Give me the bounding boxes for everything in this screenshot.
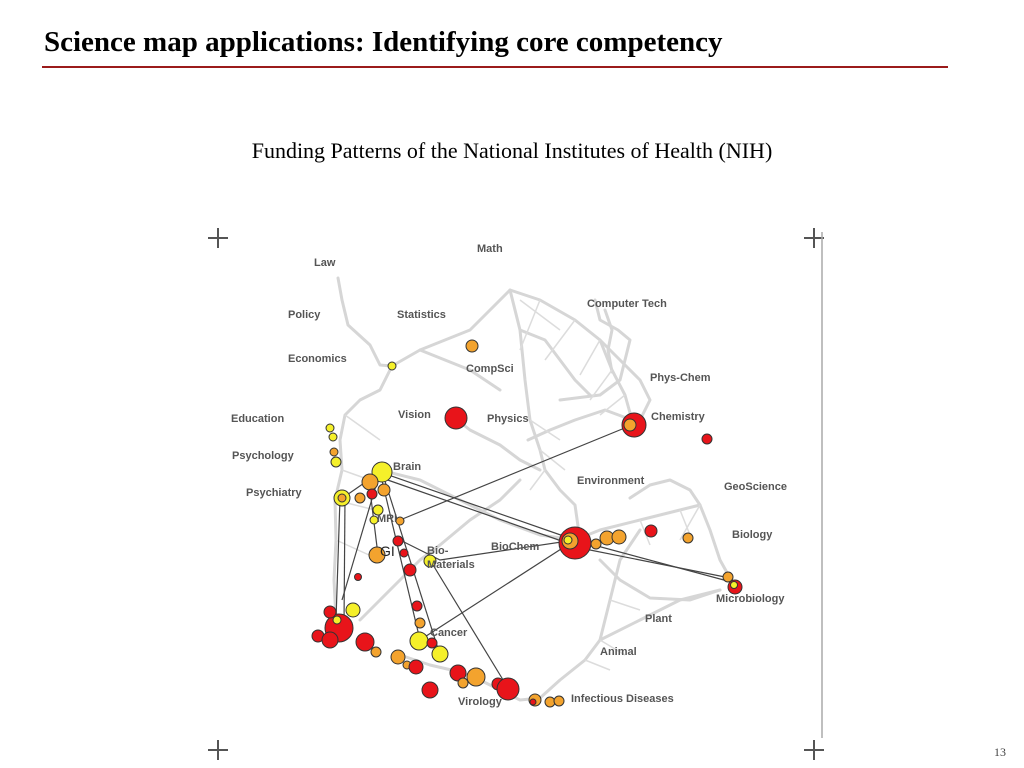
label-vision: Vision (398, 409, 431, 421)
label-law: Law (314, 257, 336, 269)
node-small-left (355, 574, 362, 581)
node-psychology-2 (331, 457, 341, 467)
node-chemistry-inner (624, 419, 636, 431)
node-biochem-core (564, 536, 572, 544)
network-backbone (334, 278, 735, 700)
node-bio-1 (400, 549, 408, 557)
node-physics (445, 407, 467, 429)
node-env-1 (645, 525, 657, 537)
crosshair-bottom-left (208, 740, 228, 760)
label-math: Math (477, 243, 503, 255)
label-biomaterials-2: Materials (427, 559, 475, 571)
label-mri: MRI (377, 513, 398, 525)
crosshair-bottom-right (804, 740, 824, 760)
node-virology-5 (422, 682, 438, 698)
node-phys-chem-side (702, 434, 712, 444)
node-edu-2 (329, 433, 337, 441)
crosshair-top-right (804, 228, 824, 248)
node-edu-1 (326, 424, 334, 432)
crosshair-top-left (208, 228, 228, 248)
label-plant: Plant (645, 613, 672, 625)
label-education: Education (231, 413, 285, 425)
node-cancer-5 (391, 650, 405, 664)
label-statistics: Statistics (397, 309, 446, 321)
label-infectious-diseases: Infectious Diseases (571, 693, 674, 705)
slide-subtitle: Funding Patterns of the National Institutes of Health (NIH) (251, 138, 773, 163)
node-psychology-1 (330, 448, 338, 456)
node-infectious-3 (554, 696, 564, 706)
slide-title: Science map applications: Identifying core competency (44, 26, 723, 58)
label-psychiatry: Psychiatry (246, 487, 302, 499)
label-animal: Animal (600, 646, 637, 658)
label-environment: Environment (577, 475, 645, 487)
label-compsci: CompSci (466, 363, 514, 375)
node-virology-3 (458, 678, 468, 688)
node-cancer-2 (410, 632, 428, 650)
label-biochem: BioChem (491, 541, 540, 553)
label-microbiology: Microbiology (716, 593, 785, 605)
node-biochem-2 (591, 539, 601, 549)
label-phys-chem: Phys-Chem (650, 372, 711, 384)
node-left-cluster-5 (322, 632, 338, 648)
node-psychiatry-4 (367, 489, 377, 499)
node-brain-3 (378, 484, 390, 496)
node-microbio-3 (731, 582, 738, 589)
node-cancer-3 (427, 638, 437, 648)
label-chemistry: Chemistry (651, 411, 705, 423)
node-cancer-7 (409, 660, 423, 674)
page-number: 13 (994, 745, 1006, 759)
label-biomaterials-1: Bio- (427, 545, 449, 557)
node-brain-2 (362, 474, 378, 490)
node-left-cluster-3 (324, 606, 336, 618)
node-cancer-1 (415, 618, 425, 628)
label-physics: Physics (487, 413, 529, 425)
node-left-cluster-2 (346, 603, 360, 617)
link-brain-biochem (380, 472, 575, 540)
label-computer-tech: Computer Tech (587, 298, 667, 310)
node-biochem-4 (612, 530, 626, 544)
label-virology: Virology (458, 696, 502, 708)
label-biology: Biology (732, 529, 773, 541)
node-compsci (466, 340, 478, 352)
label-geoscience: GeoScience (724, 481, 787, 493)
link-psych-left-2 (344, 498, 345, 625)
node-psychiatry-2 (338, 494, 346, 502)
node-cancer-4 (432, 646, 448, 662)
node-bio-4 (412, 601, 422, 611)
node-bio-3 (404, 564, 416, 576)
label-psychology: Psychology (232, 450, 294, 462)
node-left-cluster-7 (371, 647, 381, 657)
node-biology-1 (683, 533, 693, 543)
node-infectious-2 (545, 697, 555, 707)
node-psychiatry-3 (355, 493, 365, 503)
node-left-cluster-6 (356, 633, 374, 651)
label-cancer: Cancer (430, 627, 468, 639)
label-brain: Brain (393, 461, 422, 473)
link-mri-chemistry (400, 425, 632, 520)
label-economics: Economics (288, 353, 347, 365)
node-mri-3 (396, 517, 404, 525)
node-infectious-4 (530, 699, 536, 705)
label-gi: GI (380, 543, 395, 559)
label-policy: Policy (288, 309, 321, 321)
node-economics (388, 362, 396, 370)
node-virology-2 (467, 668, 485, 686)
node-left-cluster-8 (333, 616, 341, 624)
